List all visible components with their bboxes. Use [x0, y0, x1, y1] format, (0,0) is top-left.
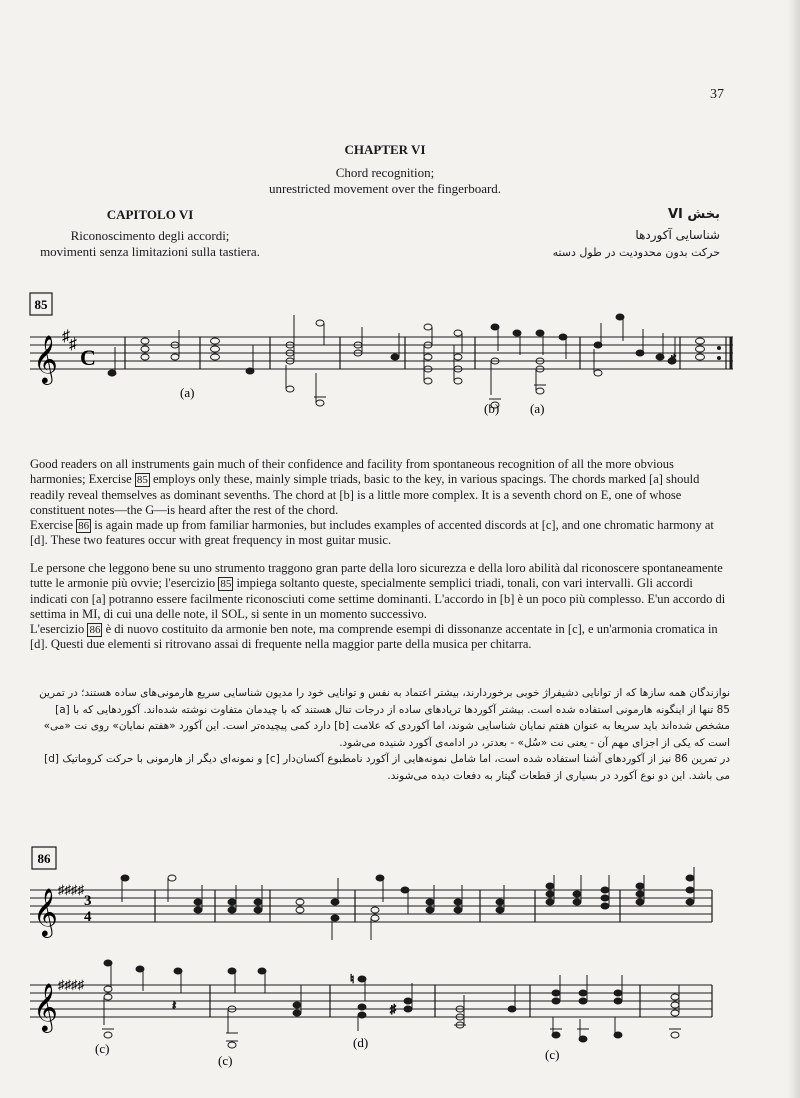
key-signature-sharps: ♯♯♯♯ — [58, 882, 84, 897]
key-signature-sharp-2: ♯ — [69, 336, 77, 353]
key-signature-sharp-1: ♯ — [62, 328, 70, 345]
italian-explanation: Le persone che leggono bene su uno strumento traggono gran parte della loro sicurezza e della loro abilità dal riconoscere spontaneamente tutte le armonie più ovvie; l'esercizio 85 impiega soltanto queste, specialmente semplici triadi, tonali, con vari intervalli. Gli accordi indicati con [a] potranno essere facilmente riconosciuti come settime dominanti. L'accordo in [b] è un poco più complesso. E'un accordo di settima in MI, di cui una delle note, il SOL, si sente in un momento successivo. L'esercizio 86 è di nuovo costituito da armonie ben note, ma comprende esempi di dissonanze accentate in [c], e un'armonia cromatica in [d]. Questi due elementi si ritrovano assai di frequente nella maggior parte della musica per chitarra. — [30, 561, 726, 652]
staff-lines-86b — [30, 985, 712, 1017]
exercise-86-number: 86 — [37, 851, 51, 866]
exercise-85-label-a2: (a) — [530, 401, 545, 416]
exercise-ref-86: 86 — [78, 520, 90, 533]
english-explanation: Good readers on all instruments gain much of their confidence and facility from spontaneous recognition of all the more obvious harmonies; Exercise 85 employs only these, mainly simple triads, basic to the key, in various spacings. The chords marked [a] should readily reveal themselves as dominant sevenths. The chord at [b] is a little more complex. It is a seventh chord on E, one of whose constituent notes—the G—is heard after the rest of the chord. Exercise 86 is again made up from familiar harmonies, but includes examples of accented discords at [c], and one chromatic harmony at [d]. These two features occur with great frequency in most guitar music. — [30, 457, 714, 548]
page-number: 37 — [710, 87, 724, 102]
exercise-ref-86-it: 86 — [89, 624, 101, 637]
chapter-subtitle-line1: Chord recognition; — [335, 165, 435, 180]
exercise-85-number: 85 — [34, 297, 48, 312]
treble-clef-icon: 𝄞 — [33, 890, 58, 936]
exercise-86-staff — [0, 845, 780, 1095]
page-edge-shadow — [788, 0, 800, 1098]
exercise-85-label-b: (b) — [484, 401, 500, 416]
exercise-ref-85-it: 85 — [220, 578, 232, 591]
treble-clef-icon: 𝄞 — [33, 985, 58, 1031]
exercise-86-label-c2: (c) — [218, 1053, 233, 1068]
exercise-85-label-a1: (a) — [180, 385, 195, 400]
key-signature-sharps: ♯♯♯♯ — [58, 977, 84, 992]
exercise-86-label-c3: (c) — [545, 1047, 560, 1062]
persian-explanation: نوازندگان همه سازها که از توانایی دشیفراژ خوبی برخوردارند، بیشتر اعتماد به نفس و توانایی خود را مدیون شناسایی سریع هارمونی‌های ساده هستند؛ در تمرین 85 تنها از اینگونه هارمونی استفاده شده است. بیشتر آکوردها تریادهای ساده از درجات تنال هستند که با چیدمان متفاوت نوشته شده‌اند. آکوردهایی که با [a] مشخص شده‌اند باید سریعا به عنوان هفتم نمایان شناسایی شوند، اما آکوردی که علامت [b] دارد کمی پیچیده‌تر است. این آکورد «هفتم نمایان» روی نت «می» است که یکی از اجزای مهم آن - یعنی نت «سُل» - بعدتر، در ادامه‌ی آکورد شنیده می‌شود. در تمرین 86 نیز از آکوردهای آشنا استفاده شده است، اما شامل نمونه‌هایی از آکورد نامطبوع آکسان‌دار [c] و نمونه‌ای دیگر از هارمونی با حرکت کروماتیک [d] می باشد. این دو نوع آکورد در بسیاری از قطعات گیتار به دفعات دیده می‌شوند. — [39, 687, 730, 782]
persian-subtitle-line2: حرکت بدون محدودیت در طول دسته — [552, 246, 720, 259]
treble-clef-icon: 𝄞 — [33, 337, 58, 383]
italian-subtitle-line2: movimenti senza limitazioni sulla tastiera. — [40, 244, 260, 259]
notes-86a — [121, 867, 694, 940]
chapter-subtitle-line2: unrestricted movement over the fingerboard. — [268, 181, 502, 196]
persian-chapter-title: بخش VI — [667, 207, 720, 222]
svg-text:𝄽: 𝄽 — [172, 999, 177, 1014]
svg-text:♮: ♮ — [350, 972, 355, 986]
staff-lines-85 — [30, 337, 733, 369]
time-signature-bottom: 4 — [84, 909, 92, 925]
time-signature-top: 3 — [84, 893, 92, 909]
exercise-86-label-c1: (c) — [95, 1041, 110, 1056]
italian-chapter-title: CAPITOLO VI — [106, 207, 194, 222]
chapter-title: CHAPTER VI — [344, 142, 426, 157]
svg-text:♯: ♯ — [390, 1002, 396, 1016]
persian-subtitle-line1: شناسایی آکوردها — [635, 228, 720, 242]
notes-86b — [102, 960, 681, 1048]
exercise-85-staff — [0, 285, 780, 435]
common-time-icon: C — [80, 345, 96, 370]
italian-subtitle-line1: Riconoscimento degli accordi; — [70, 228, 230, 243]
exercise-86-label-d: (d) — [353, 1035, 369, 1050]
exercise-ref-85: 85 — [136, 474, 148, 487]
